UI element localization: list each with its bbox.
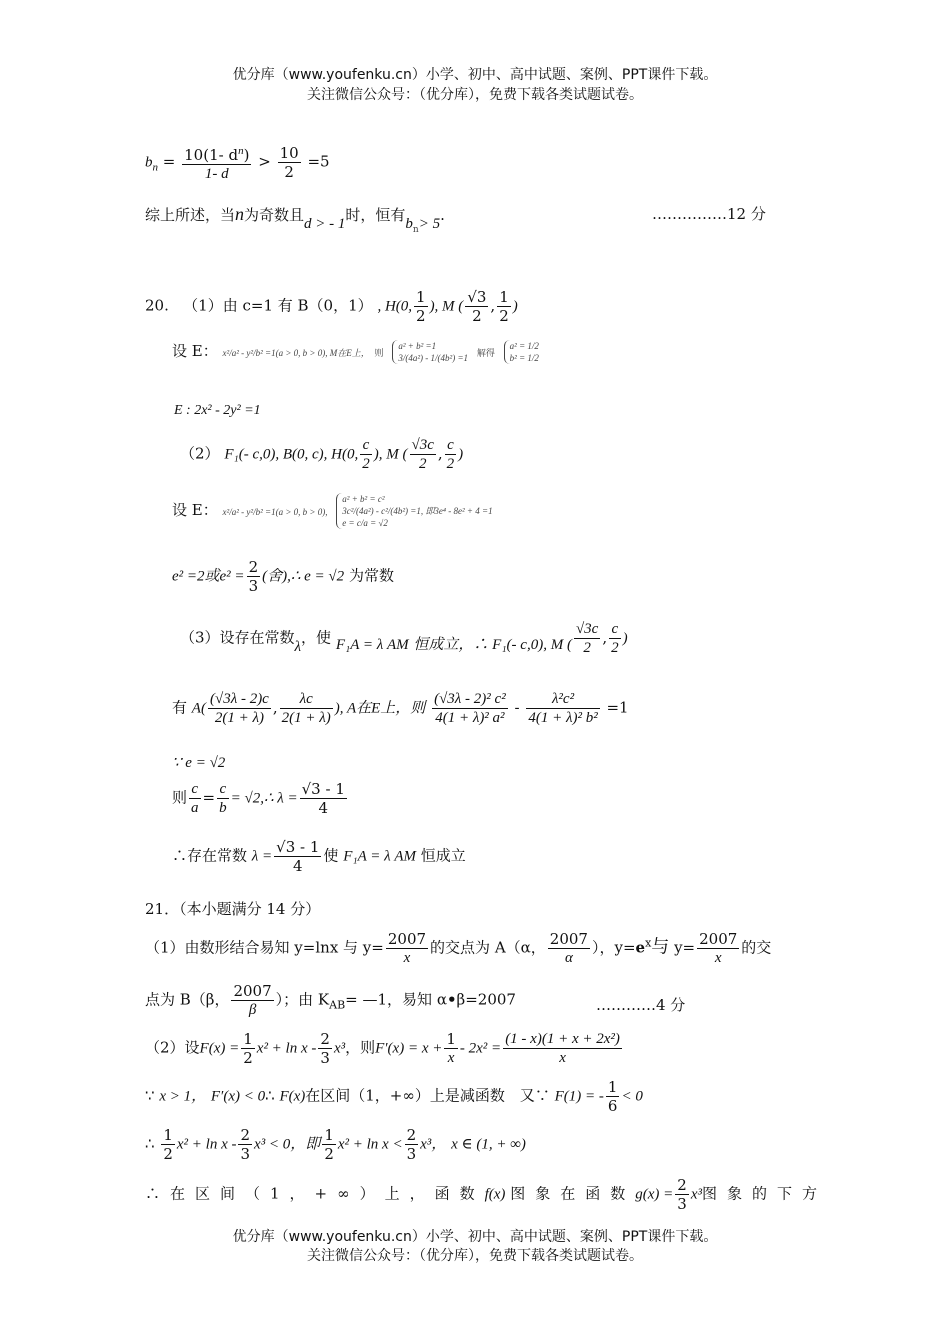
q21-title: 21．（本小题满分 14 分） (145, 900, 321, 918)
footer-line-2: 关注微信公众号：（优分库），免费下载各类试题试卷。 (307, 1248, 643, 1264)
equation-system: a² = 1/2 b² = 1/2 (504, 340, 539, 364)
footer-line-1: 优分库（www.youfenku.cn）小学、初中、高中试题、案例、PPT课件下载。 (232, 1229, 718, 1245)
score-4: …………4 分 (596, 996, 686, 1014)
fraction: $\frac{10}{2}$ (279, 144, 299, 181)
fraction: $\frac{10(1- d^n)}{1- d}$ (182, 142, 251, 183)
summary-line: 综上所述，当n为奇数且d > - 1时，恒有$b_n> 5$. (145, 204, 445, 235)
q21-part1-line1: （1）由数形结合易知 y=lnx 与 y= $\frac{2007}{x}$ 的交点为 A（α， $\frac{2007}{\alpha}$ ），$y=e^x$与 y= $\frac{2007}{x}$ 的交 (145, 930, 772, 966)
q21-part2-line2: ∵ x > 1， F′(x) < 0∴ F(x)在区间（1，+∞）上是减函数 又∵ F(1) = - $\frac{1}{6}$ < 0 (145, 1078, 643, 1115)
because-e: ∵ e = √2 (172, 755, 226, 771)
conclusion-line: ∴存在常数 λ = $\frac{√3 - 1}{4}$ 使 F₁A = λ AM 恒成立 (172, 838, 466, 875)
e-squared-line: e² =2或e² = $\frac{2}{3}$ (舍),∴ e = √2 为常数 (172, 558, 394, 595)
q21-part1-line2: 点为 B（β， $\frac{2007}{\beta}$ ）；由 $K_{AB}=$ —1，易知 α•β=2007 (145, 982, 516, 1018)
e-equation: E : 2x² - 2y² =1 (174, 403, 261, 418)
point-a-line: 有 A( $\frac{(√3\lambda - 2)c}{2(1 + \lambda)}$ , $\frac{\lambda c}{2(1 + \lambda)}$ ), A在E上，则 $\frac{\text{(√3λ - 2)² c²}}{\text{4(1 + λ)² a²}}$ - $\frac{\text{λ²c²}}{\text{4(1 + λ)² b²}}$ =1 (172, 691, 629, 726)
score-12: ……………12 分 (652, 205, 766, 223)
header-line-1: 优分库（www.youfenku.cn）小学、初中、高中试题、案例、PPT课件下载。 (232, 67, 718, 83)
lambda-line: 则 $\frac{c}{a}$ = $\frac{c}{b}$ = √2,∴ λ = $\frac{√3 - 1}{4}$ (172, 780, 345, 817)
q20-part3: （3）设存在常数λ，使 F₁A = λ AM 恒成立，∴ F₁(- c,0), M ( $\frac{√3c}{2}$ , $\frac{c}{2}$ ) (180, 621, 628, 656)
q20-part2: （2） F₁(- c,0), B(0, c), H(0, $\frac{c}{2}$ ), M ( $\frac{√3c}{2}$ , $\frac{c}{2}$ ) (180, 437, 464, 472)
header-line-2: 关注微信公众号：（优分库），免费下载各类试题试卷。 (307, 87, 643, 103)
equation-system: a² + b² = c² 3c²/(4a²) - c²/(4b²) =1, 即3e⁴ - 8e² + 4 =1 e = c/a = √2 (336, 493, 492, 529)
set-e2-line: 设 E： x²/a² - y²/b² =1(a > 0, b > 0), a² + b² = c² 3c²/(4a²) - c²/(4b²) =1, 即3e⁴ - 8e² + 4 =1 e = c/a = √2 (172, 494, 493, 528)
set-e-line: 设 E： x²/a² - y²/b² =1(a > 0, b > 0), M在E上， 则 a² + b² =1 3/(4a²) - 1/(4b²) =1 解得 a² = 1/2 b² = 1/2 (172, 341, 539, 363)
equation-system: a² + b² =1 3/(4a²) - 1/(4b²) =1 (392, 340, 468, 364)
bn-inequality: $b_n$ = $\frac{10(1- d^n)}{1- d}$ > $\frac{10}{2}$ =5 (145, 144, 330, 182)
q21-part2-line3: ∴ $\frac{1}{2}$ x² + ln x - $\frac{2}{3}$ x³ < 0，即 $\frac{1}{2}$ x² + ln x < $\frac{2}{3}$ x³， x ∈ (1, + ∞) (145, 1126, 526, 1163)
q21-part2-line4: ∴在区间（1，+∞）上，函数f(x) 图象在函数g(x) = $\frac{2}{3}$ x³图象的下方 (145, 1176, 827, 1213)
q20-part1: 20. （1）由 c=1 有 B（0，1） , H(0, $\frac{1}{2}$ ), M ( $\frac{√3}{2}$ , $\frac{1}{2}$ ) (145, 288, 518, 325)
q21-part2-line1: （2）设F(x) = $\frac{1}{2}$ x² + ln x - $\frac{2}{3}$ x³，则F′(x) = x + $\frac{1}{x}$ - 2x² = $\frac{\text{(1 - x)(1 + x + 2x²)}}{x}$ (145, 1030, 620, 1067)
